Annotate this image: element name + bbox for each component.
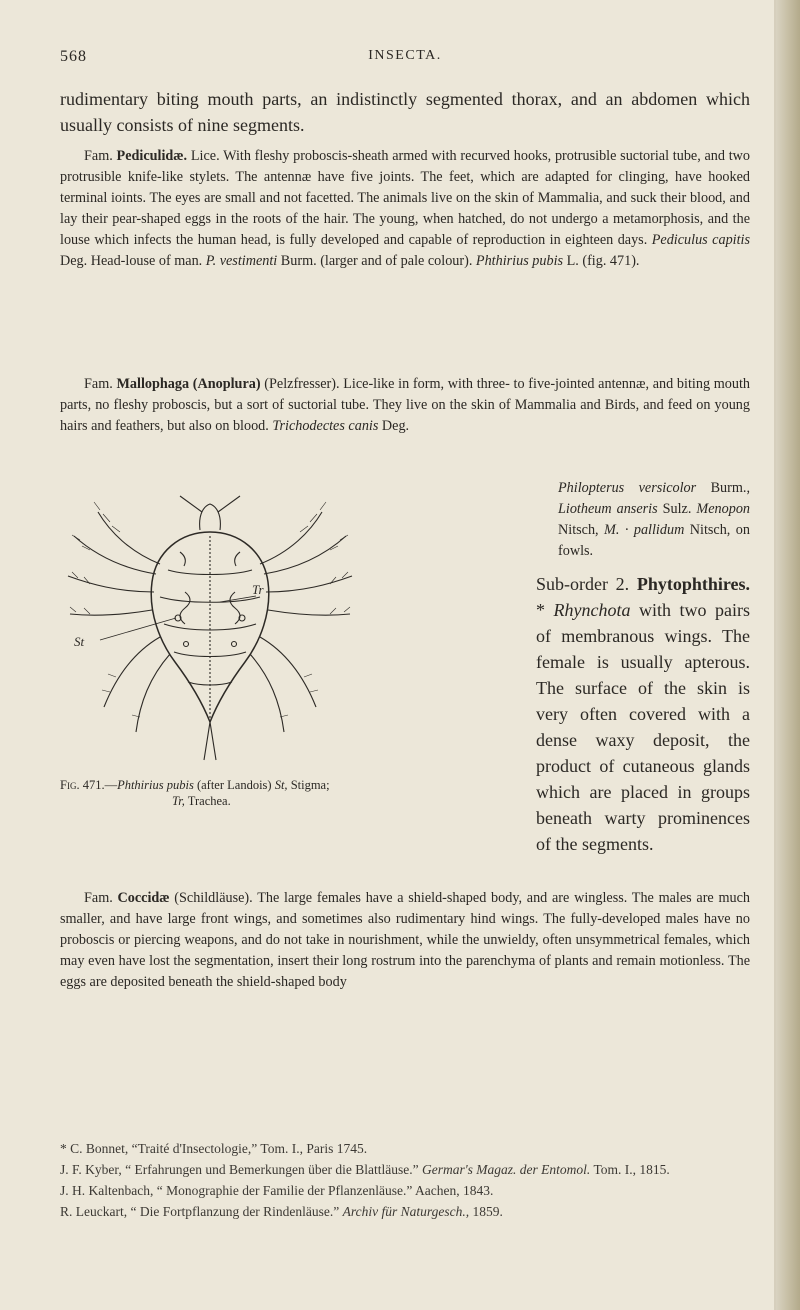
footnote-tail: Tom. I., 1815. <box>593 1162 670 1177</box>
suborder-description: with two pairs of membranous wings. The female is usually apterous. The surface of the skin is very often covered with a dense waxy deposit, the product of cutaneous glands which are placed in groups beneath warty prominences of the segments. <box>536 600 751 854</box>
species-name: Menopon <box>696 501 751 517</box>
species-name: M. · pallidum <box>604 522 685 538</box>
suborder-lead: Sub-order 2. <box>536 574 630 594</box>
species-authority: Burm., <box>710 480 750 496</box>
caption-st: St, <box>274 778 288 792</box>
species-authority: Nitsch, on fowls. <box>558 522 750 559</box>
family-description: (Schildläuse). The large females have a shield-shaped body, and are wingless. The males are much smaller, and have large front wings, and sometimes also rudimentary hind wings. The fully-developed males have no proboscis or piercing weapons, and do not take in nourishment, while the unwieldy, often unsymmetrical females, which may even have lost the segmentation, insert their long rostrum into the parenchyma of plants and remain motionless. The eggs are deposited beneath the shield-shaped body <box>60 890 751 990</box>
fam-label: Fam. <box>84 376 113 392</box>
species-authority: Burm. (larger and of pale colour). <box>280 253 473 269</box>
footnotes <box>60 1140 750 1224</box>
footnote-text: R. Leuckart, “ Die Fortpflanzung der Rindenläuse.” <box>60 1204 340 1219</box>
footnote-text: J. H. Kaltenbach, “ Monographie der Familie der Pflanzenläuse.” Aachen, 1843. <box>60 1183 494 1198</box>
figure-label-tr: Tr <box>252 582 264 597</box>
fam-label: Fam. <box>84 890 113 906</box>
species-name: Philopterus versicolor <box>558 480 697 496</box>
species-authority: L. (fig. 471). <box>566 253 640 269</box>
caption-credit: (after Landois) <box>196 778 272 792</box>
species-name: Liotheum anseris <box>558 501 658 517</box>
footnote-text: * C. Bonnet, “Traité d'Insectologie,” Tom. I., Paris 1745. <box>60 1141 368 1156</box>
figure-label-st: St <box>74 634 85 649</box>
footnote <box>60 1182 750 1200</box>
footnote-mark: * <box>536 600 545 620</box>
page-number: 568 <box>60 48 87 65</box>
species-name: Pediculus capitis <box>651 232 751 248</box>
page-header <box>60 48 750 72</box>
coccidae-paragraph <box>60 888 750 993</box>
phthirius-illustration <box>60 492 360 767</box>
caption-species: Phthirius pubis <box>117 778 194 792</box>
family-name: Mallophaga (Anoplura) <box>116 376 261 392</box>
caption-st-meaning: Stigma; <box>290 778 330 792</box>
mallophaga-paragraph <box>60 374 750 437</box>
pediculidae-paragraph <box>60 146 750 272</box>
footnote-text: J. F. Kyber, “ Erfahrungen und Bemerkungen über die Blattläuse.” <box>60 1162 419 1177</box>
figure-471 <box>60 492 360 767</box>
footnote-journal: Germar's Magaz. der Entomol. <box>422 1162 591 1177</box>
species-authority: Deg. Head-louse of man. <box>60 253 203 269</box>
genus-name: Rhynchota <box>553 600 631 620</box>
species-authority: Deg. <box>381 418 410 434</box>
running-title: INSECTA. <box>368 48 442 63</box>
phytophthires-paragraph <box>536 571 750 857</box>
family-name: Coccidæ <box>117 890 170 906</box>
family-description: (Pelzfresser). Lice-like in form, with three- to five-jointed antennæ, and biting mouth parts, no fleshy proboscis, but a sort of suctorial tube. They live on the skin of Mammalia and Birds, and feed on young hairs and feathers, but also on blood. <box>60 376 751 434</box>
page-edge-shadow <box>776 0 800 1310</box>
species-authority: Sulz. <box>662 501 692 517</box>
footnote-journal: Archiv für Naturgesch., <box>342 1204 470 1219</box>
footnote <box>60 1161 750 1179</box>
fam-label: Fam. <box>84 148 113 164</box>
species-authority: Nitsch, <box>558 522 599 538</box>
caption-tr-meaning: Trachea. <box>187 794 231 808</box>
footnote <box>60 1203 750 1221</box>
mallophaga-species-list <box>378 478 750 562</box>
caption-label: Fig. 471.— <box>60 778 118 792</box>
family-name: Pediculidæ. <box>116 148 188 164</box>
footnote-tail: 1859. <box>472 1204 503 1219</box>
species-name: Phthirius pubis <box>475 253 564 269</box>
family-description: Lice. With fleshy proboscis-sheath armed with recurved hooks, protrusible suctorial tube, and two protrusible knife-like stylets. The antennæ have five joints. The feet, which are adapted for clinging, have hooked terminal ioints. The eyes are small and not facetted. The animals live on the skin of Mammalia, and suck their blood, and lay their pear-shaped eggs in the roots of the hair. The young, when hatched, do not undergo a metamorphosis, and the louse which infects the human head, is fully developed and capable of reproduction in eighteen days. <box>60 148 751 248</box>
species-name: Trichodectes canis <box>272 418 379 434</box>
species-name: P. vestimenti <box>205 253 278 269</box>
caption-tr: Tr, <box>172 794 185 808</box>
intro-paragraph: rudimentary biting mouth parts, an indistinctly segmented thorax, and an abdomen which usually consists of nine segments. <box>60 89 750 135</box>
suborder-name: Phytophthires. <box>636 574 751 594</box>
footnote <box>60 1140 750 1158</box>
figure-caption <box>60 777 435 809</box>
